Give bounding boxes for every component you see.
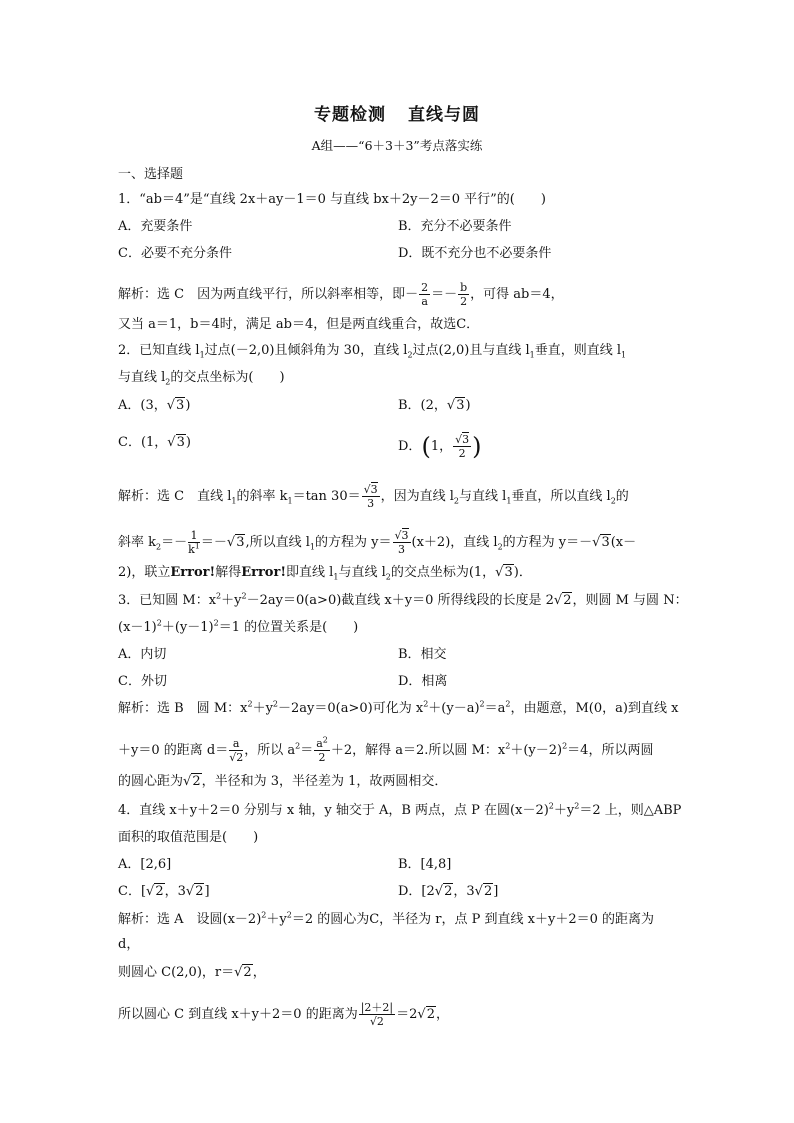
q1-stem: 1．“ab＝4”是“直线 2x＋ay－1＝0 与直线 bx＋2y－2＝0 平行”的( ) [118,192,546,207]
q3-option-c: C．外切 [118,674,167,689]
q3-option-a: A．内切 [118,647,167,662]
q4-solution-line1: 解析：选 A 设圆$(x-2)^2+y^2=2$ 的圆心为C，半径为 r，点 P 到直线 x＋y＋2＝0 的距离为 [118,910,655,927]
q2-option-b: B．(2，√3) [398,398,471,413]
q1-option-b: B．充分不必要条件 [398,219,512,234]
q1-option-c: C．必要不充分条件 [118,246,232,261]
q3-solution-line1: 解析：选 B 圆 M：$x^2+y^2-2ay=0(a>0)$可化为 $x^2+(y-a)^2=a^2$，由题意，M(0，a)到直线 x [118,699,679,716]
q2-option-a: A．(3，√3) [118,398,191,413]
q3-option-d: D．相离 [398,674,448,689]
q1-solution-line2: 又当 a＝1，b＝4时，满足 ab＝4，但是两直线重合，故选C． [118,317,480,332]
q4-stem-line2: 面积的取值范围是( ) [118,830,259,845]
q1-option-a: A．充要条件 [118,219,193,234]
q3-stem-line2: $(x-1)^2+(y-1)^2=1$ 的位置关系是( ) [118,618,359,635]
q2-solution-line1: 解析：选 C 直线 $l_1$的斜率 $k_1=\tan$ 30＝ $\frac{√3}{3}$ ，因为直线 $l_2$与直线 $l_1$垂直，所以直线 $l_2$的 [118,483,629,510]
q4-option-c: C．[√2，3√2] [118,884,210,899]
q4-solution-line2: d， [118,937,140,952]
page-title: 专题检测 直线与圆 [314,105,480,125]
q4-option-b: B．[4,8] [398,857,452,872]
q3-solution-line3: 的圆心距为√2，半径和为 3，半径差为 1，故两圆相交． [118,774,448,789]
q2-stem-line2: 与直线 $l_2$的交点坐标为( ) [118,370,285,387]
q4-option-a: A．[2,6] [118,857,172,872]
q4-stem-line1: 4．直线 x＋y＋2＝0 分别与 x 轴，y 轴交于 A，B 两点，点 P 在圆$(x-2)^2+y^2=2$ 上，则△ABP [118,801,682,818]
page-subtitle: A组——“6＋3＋3”考点落实练 [311,138,483,153]
q2-stem-line1: 2．已知直线 $l_1$过点(－2,0)且倾斜角为 30，直线 $l_2$过点(2,0)且与直线 $l_1$垂直，则直线 $l_1$ [118,343,627,360]
section-heading: 一、选择题 [118,167,184,182]
q2-solution-line3: 2)，联立Error!解得Error!即直线 $l_1$与直线 $l_2$的交点坐标为(1，√3)． [118,565,532,582]
q2-option-d: D．(1， $\frac{√3}{2}$ ) [398,432,482,461]
q4-solution-line4: 所以圆心 C 到直线 x＋y＋2＝0 的距离为 $\frac{|2+2|}{√2}$ ＝2√2， [118,1001,449,1028]
q3-stem-line1: 3．已知圆 M：$x^2+y^2-2ay=0(a>0)$截直线 x＋y＝0 所得线段的长度是 2√2，则圆 M 与圆 N： [118,591,688,608]
q1-option-d: D．既不充分也不必要条件 [398,246,552,261]
q3-option-b: B．相交 [398,647,447,662]
q1-solution-line1: 解析：选 C 因为两直线平行，所以斜率相等，即－ $\frac{2}{a}$ ＝－ $\frac{b}{2}$ ，可得 ab＝4， [118,281,564,308]
q2-solution-line2: 斜率 $k_2=-$ $\frac{1}{k^1}$ ＝－√3,所以直线 $l_1$的方程为 y＝ $\frac{√3}{3}$ (x＋2)，直线 $l_2$的方程为 y＝－√3(x－ [118,529,637,556]
q4-option-d: D．[2√2，3√2] [398,884,499,899]
q3-solution-line2: ＋y＝0 的距离 d＝ $\frac{a}{√2}$ ，所以 $a^2=$ $\frac{a^2}{2}$ ＋2，解得 a＝2.所以圆 M：$x^2+(y-2)^2=4$，所以两圆 [118,735,654,764]
q2-option-c: C．(1，√3) [118,435,191,450]
q4-solution-line3: 则圆心 C(2,0)，r＝√2， [118,965,266,980]
